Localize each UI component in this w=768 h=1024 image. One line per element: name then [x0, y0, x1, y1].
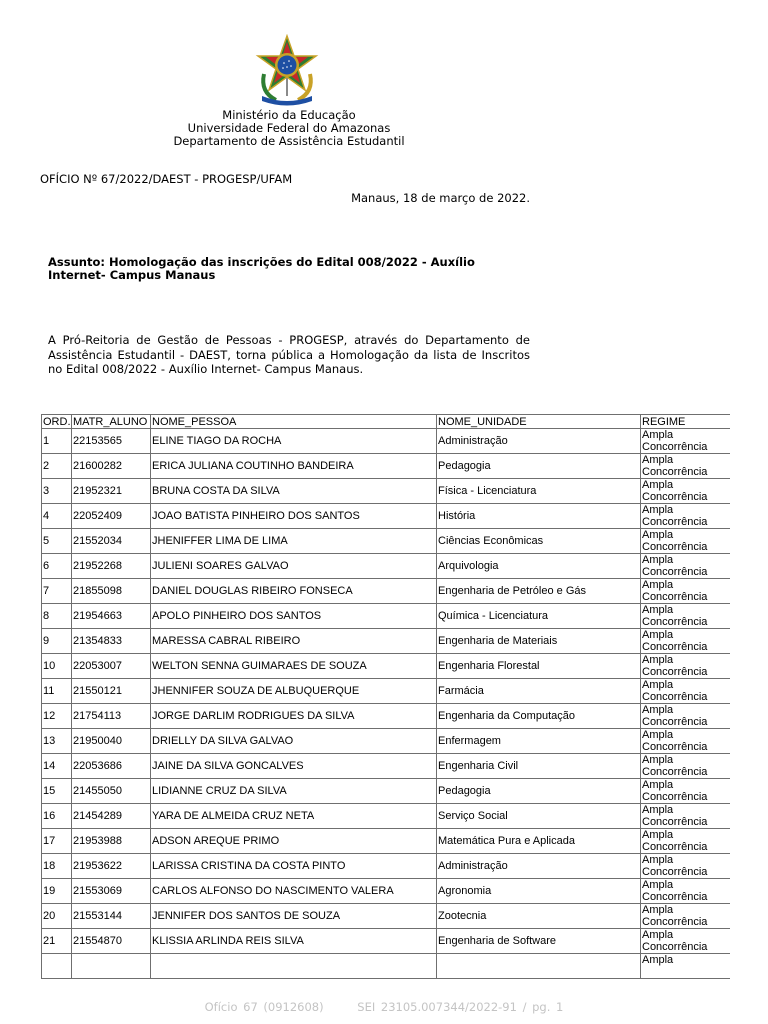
cell-nome: DRIELLY DA SILVA GALVAO: [151, 729, 437, 754]
cell-matricula: 22053686: [72, 754, 151, 779]
cell-ord: 9: [42, 629, 72, 654]
body-paragraph: A Pró-Reitoria de Gestão de Pessoas - PROGESP, através do Departamento de Assistência Estudantil - DAEST, torna pública a Homologação da lista de Inscritos no Edital 008/2022 - Auxílio Internet- Campus Manaus.: [48, 333, 530, 376]
cell-nome: ELINE TIAGO DA ROCHA: [151, 429, 437, 454]
cell-ord: 20: [42, 904, 72, 929]
cell-nome: ERICA JULIANA COUTINHO BANDEIRA: [151, 454, 437, 479]
cell-matricula: 21952321: [72, 479, 151, 504]
cell-regime: Ampla Concorrência: [641, 754, 731, 779]
enrollment-table: [41, 414, 730, 979]
cell-regime: Ampla Concorrência: [641, 829, 731, 854]
cell-unidade: Matemática Pura e Aplicada: [437, 829, 641, 854]
cell-ord: 1: [42, 429, 72, 454]
cell-unidade: Zootecnia: [437, 904, 641, 929]
cell-unidade: [437, 954, 641, 979]
cell-unidade: Administração: [437, 854, 641, 879]
cell-regime: Ampla Concorrência: [641, 804, 731, 829]
brazil-coat-of-arms-icon: [254, 34, 320, 106]
cell-nome: ADSON AREQUE PRIMO: [151, 829, 437, 854]
cell-regime: Ampla Concorrência: [641, 629, 731, 654]
table-row: [42, 479, 731, 504]
cell-matricula: 21600282: [72, 454, 151, 479]
cell-regime: Ampla Concorrência: [641, 779, 731, 804]
table-row: [42, 579, 731, 604]
cell-matricula: 21454289: [72, 804, 151, 829]
cell-regime: Ampla Concorrência: [641, 579, 731, 604]
cell-ord: 10: [42, 654, 72, 679]
enrollment-table-wrapper: [41, 414, 730, 981]
oficio-number: OFÍCIO Nº 67/2022/DAEST - PROGESP/UFAM: [40, 172, 293, 186]
table-row: [42, 704, 731, 729]
cell-regime: Ampla: [641, 954, 731, 979]
cell-regime: Ampla Concorrência: [641, 679, 731, 704]
cell-ord: 21: [42, 929, 72, 954]
table-row: [42, 529, 731, 554]
cell-nome: JULIENI SOARES GALVAO: [151, 554, 437, 579]
table-row: [42, 779, 731, 804]
cell-matricula: 21754113: [72, 704, 151, 729]
cell-nome: LIDIANNE CRUZ DA SILVA: [151, 779, 437, 804]
table-row: [42, 729, 731, 754]
cell-matricula: 21554870: [72, 929, 151, 954]
cell-matricula: 22052409: [72, 504, 151, 529]
cell-matricula: 21553144: [72, 904, 151, 929]
col-header-unidade: NOME_UNIDADE: [437, 415, 641, 429]
cell-unidade: Administração: [437, 429, 641, 454]
cell-matricula: 22053007: [72, 654, 151, 679]
cell-matricula: 21953988: [72, 829, 151, 854]
cell-regime: Ampla Concorrência: [641, 729, 731, 754]
table-row: [42, 854, 731, 879]
cell-matricula: 21550121: [72, 679, 151, 704]
cell-nome: JOAO BATISTA PINHEIRO DOS SANTOS: [151, 504, 437, 529]
cell-nome: JORGE DARLIM RODRIGUES DA SILVA: [151, 704, 437, 729]
cell-matricula: 21953622: [72, 854, 151, 879]
cell-unidade: Arquivologia: [437, 554, 641, 579]
table-row: [42, 654, 731, 679]
cell-unidade: Química - Licenciatura: [437, 604, 641, 629]
cell-unidade: Serviço Social: [437, 804, 641, 829]
table-row: [42, 604, 731, 629]
cell-nome: JAINE DA SILVA GONCALVES: [151, 754, 437, 779]
cell-nome: MARESSA CABRAL RIBEIRO: [151, 629, 437, 654]
table-row: [42, 879, 731, 904]
table-header-row: [42, 415, 731, 429]
table-row: [42, 454, 731, 479]
cell-unidade: Enfermagem: [437, 729, 641, 754]
cell-matricula: 21354833: [72, 629, 151, 654]
cell-regime: Ampla Concorrência: [641, 854, 731, 879]
cell-unidade: Engenharia Civil: [437, 754, 641, 779]
cell-nome: APOLO PINHEIRO DOS SANTOS: [151, 604, 437, 629]
cell-regime: Ampla Concorrência: [641, 504, 731, 529]
table-row: [42, 804, 731, 829]
cell-ord: 3: [42, 479, 72, 504]
cell-regime: Ampla Concorrência: [641, 879, 731, 904]
cell-matricula: [72, 954, 151, 979]
table-row: [42, 954, 731, 979]
cell-nome: LARISSA CRISTINA DA COSTA PINTO: [151, 854, 437, 879]
cell-ord: 19: [42, 879, 72, 904]
cell-matricula: 21855098: [72, 579, 151, 604]
cell-nome: JHENNIFER SOUZA DE ALBUQUERQUE: [151, 679, 437, 704]
cell-regime: Ampla Concorrência: [641, 904, 731, 929]
cell-nome: CARLOS ALFONSO DO NASCIMENTO VALERA: [151, 879, 437, 904]
cell-matricula: 21950040: [72, 729, 151, 754]
cell-nome: JHENIFFER LIMA DE LIMA: [151, 529, 437, 554]
cell-nome: BRUNA COSTA DA SILVA: [151, 479, 437, 504]
cell-regime: Ampla Concorrência: [641, 454, 731, 479]
cell-ord: 7: [42, 579, 72, 604]
footer-sei-page: SEI 23105.007344/2022-91 / pg. 1: [357, 1000, 564, 1014]
col-header-regime: REGIME: [641, 415, 731, 429]
table-row: [42, 629, 731, 654]
cell-matricula: 21552034: [72, 529, 151, 554]
cell-unidade: Física - Licenciatura: [437, 479, 641, 504]
cell-unidade: Farmácia: [437, 679, 641, 704]
letterhead: [0, 109, 578, 148]
page-footer: [0, 1000, 768, 1014]
cell-regime: Ampla Concorrência: [641, 929, 731, 954]
cell-regime: Ampla Concorrência: [641, 479, 731, 504]
cell-ord: 13: [42, 729, 72, 754]
cell-unidade: História: [437, 504, 641, 529]
table-row: [42, 754, 731, 779]
cell-ord: 15: [42, 779, 72, 804]
cell-ord: 5: [42, 529, 72, 554]
cell-unidade: Pedagogia: [437, 454, 641, 479]
cell-regime: Ampla Concorrência: [641, 429, 731, 454]
cell-unidade: Engenharia de Materiais: [437, 629, 641, 654]
col-header-ord: ORD.: [43, 415, 71, 428]
table-row: [42, 429, 731, 454]
cell-ord: 16: [42, 804, 72, 829]
footer-document-id: Ofício 67 (0912608): [204, 1000, 324, 1014]
cell-matricula: 21455050: [72, 779, 151, 804]
cell-matricula: 21954663: [72, 604, 151, 629]
table-row: [42, 929, 731, 954]
cell-ord: 11: [42, 679, 72, 704]
document-date: Manaus, 18 de março de 2022.: [351, 191, 530, 205]
cell-regime: Ampla Concorrência: [641, 654, 731, 679]
col-header-nome: NOME_PESSOA: [151, 415, 437, 429]
cell-unidade: Ciências Econômicas: [437, 529, 641, 554]
cell-ord: 17: [42, 829, 72, 854]
cell-ord: 8: [42, 604, 72, 629]
cell-regime: Ampla Concorrência: [641, 604, 731, 629]
table-body: [42, 429, 731, 979]
university-name: Universidade Federal do Amazonas: [187, 121, 391, 135]
cell-unidade: Agronomia: [437, 879, 641, 904]
cell-ord: 18: [42, 854, 72, 879]
cell-ord: [42, 954, 72, 979]
cell-matricula: 21553069: [72, 879, 151, 904]
col-header-matricula: MATR_ALUNO: [72, 415, 151, 429]
cell-ord: 6: [42, 554, 72, 579]
table-row: [42, 554, 731, 579]
table-row: [42, 504, 731, 529]
cell-nome: JENNIFER DOS SANTOS DE SOUZA: [151, 904, 437, 929]
cell-nome: [151, 954, 437, 979]
cell-ord: 4: [42, 504, 72, 529]
cell-regime: Ampla Concorrência: [641, 529, 731, 554]
cell-unidade: Engenharia Florestal: [437, 654, 641, 679]
subject-line: Assunto: Homologação das inscrições do Edital 008/2022 - Auxílio Internet- Campus Manaus: [48, 255, 475, 282]
cell-matricula: 21952268: [72, 554, 151, 579]
cell-regime: Ampla Concorrência: [641, 704, 731, 729]
table-row: [42, 829, 731, 854]
ministry-name: Ministério da Educação: [222, 108, 356, 122]
cell-ord: 14: [42, 754, 72, 779]
cell-unidade: Engenharia da Computação: [437, 704, 641, 729]
cell-regime: Ampla Concorrência: [641, 554, 731, 579]
cell-unidade: Engenharia de Software: [437, 929, 641, 954]
cell-nome: WELTON SENNA GUIMARAES DE SOUZA: [151, 654, 437, 679]
cell-ord: 2: [42, 454, 72, 479]
table-row: [42, 679, 731, 704]
department-name: Departamento de Assistência Estudantil: [173, 134, 405, 148]
cell-unidade: Pedagogia: [437, 779, 641, 804]
cell-nome: KLISSIA ARLINDA REIS SILVA: [151, 929, 437, 954]
cell-matricula: 22153565: [72, 429, 151, 454]
table-row: [42, 904, 731, 929]
cell-nome: DANIEL DOUGLAS RIBEIRO FONSECA: [151, 579, 437, 604]
cell-ord: 12: [42, 704, 72, 729]
cell-unidade: Engenharia de Petróleo e Gás: [437, 579, 641, 604]
cell-nome: YARA DE ALMEIDA CRUZ NETA: [151, 804, 437, 829]
